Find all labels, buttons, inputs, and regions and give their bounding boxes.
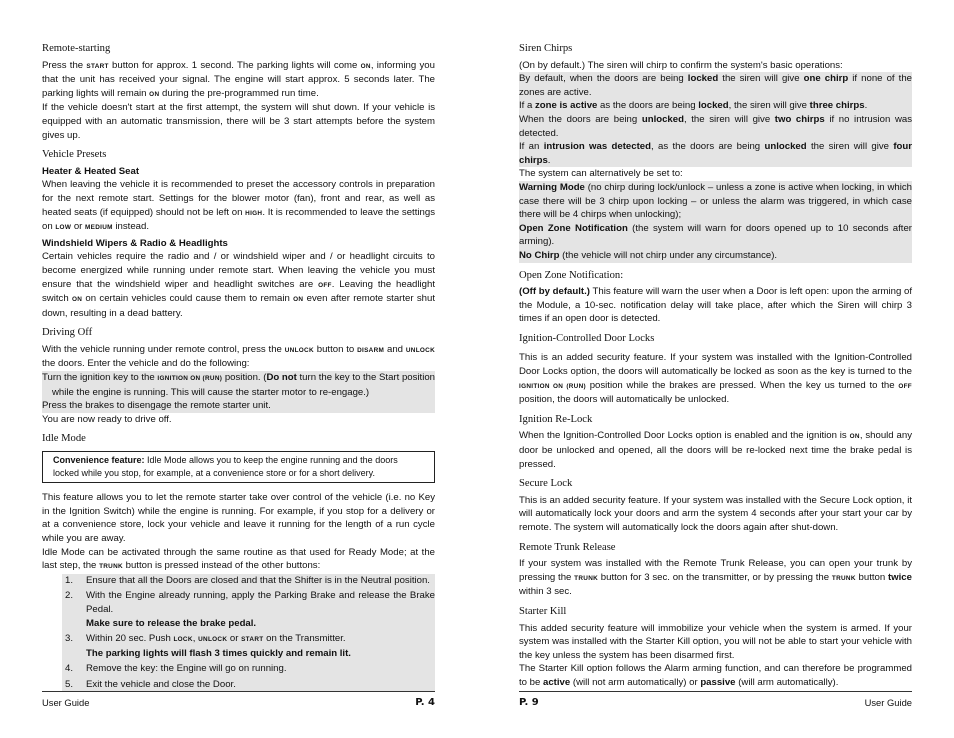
footer-label: User Guide xyxy=(42,697,90,708)
relock-text: When the Ignition-Controlled Door Locks option is enabled and the ignition is ON, should any door be unlocked and opened, all the doors will be re-locked next time the brake pedal is pressed. xyxy=(519,430,912,470)
secure-lock-text: This is an added security feature. If your system was installed with the Secure Lock option, it will automatically lock your doors and arm the system 4 seconds after your start your car by remote. The system will automatically lock the doors again after shut-down. xyxy=(519,494,912,533)
idle-mode-title: Idle Mode xyxy=(42,433,86,445)
turn-key-step: Turn the ignition key to the IGNITION ON (RUN) position. (Do not turn the key to the Start position while the engine is running. This will cause the starter motor to re-engage.) xyxy=(42,372,436,398)
siren-defaults xyxy=(519,72,912,167)
siren-default-3: When the doors are being unlocked, the siren will give two chirps if no intrusion was detected. xyxy=(519,113,913,139)
siren-default-1: By default, when the doors are being locked the siren will give one chirp if none of the zones are active. xyxy=(519,73,912,98)
remote-starting-title: Remote-starting xyxy=(42,43,111,54)
remote-starting-p2: If the vehicle doesn't start at the first attempt, the system will shut down. If your vehicle is equipped with an automatic transmission, there will be 3 start attempts before the system gives up. xyxy=(42,102,435,141)
driving-off-title: Driving Off xyxy=(42,327,93,339)
driving-off-text: With the vehicle running under remote control, press the UNLOCK button to DISARM and UNLOCK the doors. Enter the vehicle and do the following: xyxy=(42,343,435,370)
icdl-text: This is an added security feature. If your system was installed with the Ignition-Controlled Door Locks option, the doors will automatically be locked as soon as the key is turned to the IGNITION ON (RUN) position while the brakes are pressed. When the key us turned to the OFF position, the doors will automatically be unlocked. xyxy=(519,352,912,406)
open-zone-text: (Off by default.) This feature will warn the user when a Door is left open: upon the arming of the Module, a 10-sec. notification delay will take place, after which the Siren will chirp 3 times if an open door is detected. xyxy=(519,286,912,325)
secure-lock-title: Secure Lock xyxy=(519,478,573,490)
press-brakes-step: Press the brakes to disengage the remote starter unit. xyxy=(42,400,271,412)
no-chirp-mode: No Chirp (the vehicle will not chirp under any circumstance). xyxy=(519,249,778,261)
list-item: 5. Exit the vehicle and close the Door. xyxy=(65,678,236,690)
siren-default-4: If an intrusion was detected, as the doors are being unlocked the siren will give four chirps. xyxy=(519,141,913,166)
starter-kill-title: Starter Kill xyxy=(519,605,567,617)
wipers-title: Windshield Wipers & Radio & Headlights xyxy=(42,237,228,249)
siren-chirps-title: Siren Chirps xyxy=(519,43,573,54)
trunk-text: If your system was installed with the Remote Trunk Release, you can open your trunk by pressing the TRUNK button for 3 sec. on the transmitter, or by pressing the TRUNK button twice within 3 sec. xyxy=(519,558,912,598)
driving-steps xyxy=(42,371,435,413)
convenience-box: Convenience feature: Idle Mode allows you to keep the engine running and the doors locked while you stop, for example, at a convenience store or for a short delivery. xyxy=(42,451,435,483)
wipers-text: Certain vehicles require the radio and / or windshield wiper and / or headlight circuits to become energized while running under remote start. When leaving the vehicle you must ensure that the windshield wiper and headlight switches are OFF. Leaving the headlight switch ON on certain vehicles could cause them to remain ON even after remote starter shut down, resulting in a dead battery. xyxy=(42,251,435,319)
trunk-title: Remote Trunk Release xyxy=(519,541,616,553)
left-footer xyxy=(42,691,435,708)
open-zone-title: Open Zone Notification: xyxy=(519,269,624,281)
siren-alt: The system can alternatively be set to: xyxy=(519,168,683,180)
list-item: 1. Ensure that all the Doors are closed and that the Shifter is in the Neutral position. xyxy=(65,574,430,586)
page-number: P. 9 xyxy=(519,697,539,708)
ready-text: You are now ready to drive off. xyxy=(42,413,172,425)
warning-mode: Warning Mode (no chirp during lock/unlock – unless a zone is active when locking, in which case there will be 3 chirp upon locking – or unless the alarm was triggered, in which case there will be 4 chirps when unlocking); xyxy=(519,181,912,221)
siren-alternatives xyxy=(519,181,912,263)
relock-title: Ignition Re-Lock xyxy=(519,413,593,425)
vehicle-presets-title: Vehicle Presets xyxy=(42,149,107,161)
idle-p2: Idle Mode can be activated through the same routine as that used for Ready Mode; at the last step, the TRUNK button is pressed instead of the other buttons: xyxy=(42,546,435,572)
siren-default-2: If a zone is active as the doors are being locked, the siren will give three chirps. xyxy=(519,100,868,112)
icdl-title: Ignition-Controlled Door Locks xyxy=(519,332,655,344)
heater-text: When leaving the vehicle it is recommended to preset the accessory controls in preparation for the next remote start. Settings for the blower motor (fan), front and rear, as well as heated seats (if equipped) should not be left on HIGH. It is recommended to leave the settings on LOW or MEDIUM instead. xyxy=(42,179,435,233)
remote-starting-p1: Press the START button for approx. 1 second. The parking lights will come ON, informing you that the unit has received your signal. The engine will start approx. 5 seconds later. The parking lights will remain ON during the pre-programmed run time. xyxy=(42,59,435,99)
heater-title: Heater & Heated Seat xyxy=(42,165,140,177)
page-number: P. 4 xyxy=(415,697,435,708)
siren-intro: (On by default.) The siren will chirp to confirm the system's basic operations: xyxy=(519,59,843,71)
right-footer xyxy=(519,691,912,708)
list-item: 4. Remove the key: the Engine will go on running. xyxy=(65,663,287,675)
open-zone-notification-mode: Open Zone Notification (the system will warn for doors opened up to 10 seconds after arming). xyxy=(519,222,912,248)
list-item: 2. With the Engine already running, apply the Parking Brake and release the Brake Pedal. Make sure to release the brake pedal. xyxy=(65,590,435,629)
list-item: 3. Within 20 sec. Push LOCK, UNLOCK or START on the Transmitter. The parking lights will flash 3 times quickly and remain lit. xyxy=(65,633,351,659)
starter-kill-p2: The Starter Kill option follows the Alarm arming function, and can therefore be programmed to be active (will not arm automatically) or passive (will arm automatically). xyxy=(519,663,912,688)
footer-label: User Guide xyxy=(864,697,912,708)
right-page xyxy=(519,42,912,690)
idle-p1: This feature allows you to let the remote starter take over control of the vehicle (i.e. no Key in the Ignition Switch) while the engine is running. For example, if you stop for a delivery or at a convenience store, lock your vehicle and leave it running for the length of a run cycle while you are away. xyxy=(42,492,435,544)
starter-kill-p1: This added security feature will immobilize your vehicle when the system is armed. If your system was installed with the Starter Kill option, you will not be able to start your vehicle with the key unless the system has been disarmed first. xyxy=(519,622,912,661)
idle-steps xyxy=(62,574,435,692)
left-page xyxy=(42,42,435,694)
